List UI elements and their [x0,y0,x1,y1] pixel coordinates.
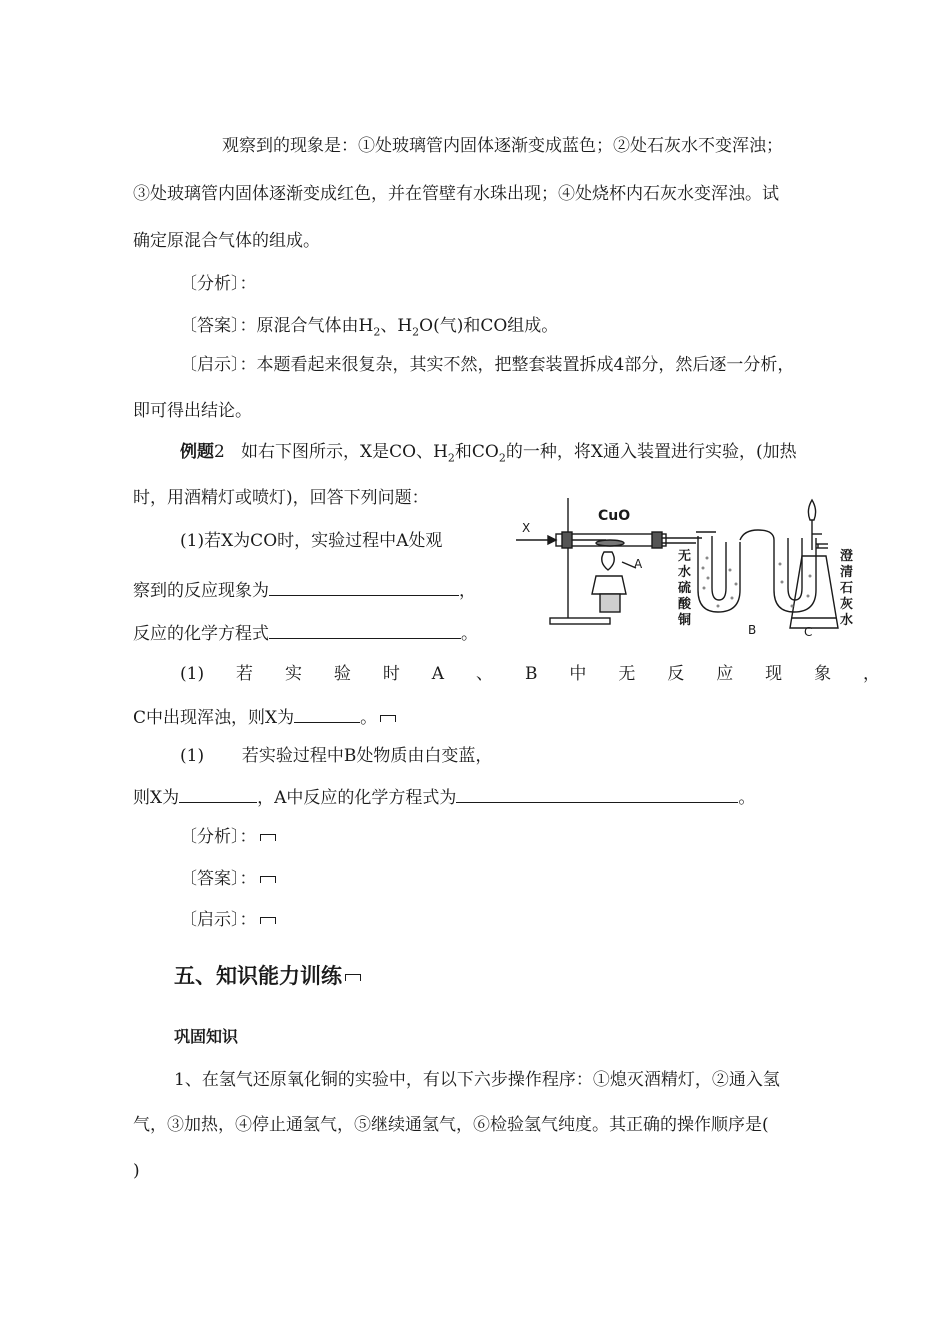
diagram-b-label: B [748,623,757,637]
diagram-b-side-char: 水 [678,565,692,580]
diagram-c-side-char: 水 [840,613,854,628]
diagram-a-label: A [634,557,643,571]
diagram-b-side-char: 硫 [678,581,692,596]
answer-blank[interactable] [179,786,257,803]
ex2-q2-line-2: C中出现浑浊，则X为 。 [133,706,396,730]
answer-blank[interactable] [456,786,738,803]
ex2-q3-line-2: 则X为 ，A中反应的化学方程式为 。 [133,788,756,808]
ex2-q1-line-1: (1)若X为CO时，实验过程中A处观 [180,531,443,551]
diagram-cuo-label: CuO [598,508,631,524]
diagram-b-side-char: 铜 [678,613,692,628]
ex1-hint-line-2: 即可得出结论。 [133,401,252,421]
paragraph-mark [260,834,276,841]
paragraph-mark [380,715,396,722]
diagram-x-label: X [522,521,531,535]
diagram-c-side-char: 澄 [840,549,854,564]
ex1-answer: 〔答案〕：原混合气体由$H_2$、$H_2O$(气)和CO组成。 [180,316,559,339]
section-subtitle: 巩固知识 [174,1027,239,1046]
answer-blank[interactable] [269,622,461,639]
observation-line-3: 确定原混合气体的组成。 [133,231,320,251]
ex2-analysis: 〔分析〕： [180,825,276,849]
diagram-b-side-char: 无 [678,549,692,564]
paragraph-mark [260,876,276,883]
diagram-b-side-char: 酸 [678,597,692,612]
ex2-label: 例题 [180,442,214,462]
ex1-hint-line-1: 〔启示〕：本题看起来很复杂，其实不然，把整套装置拆成4部分，然后逐一分析， [180,355,795,375]
answer-blank[interactable] [269,579,459,596]
observation-line-2: ③处玻璃管内固体逐渐变成红色，并在管壁有水珠出现；④处烧杯内石灰水变浑浊。试 [133,184,779,204]
ex2-hint: 〔启示〕： [180,908,276,932]
paragraph-mark [260,917,276,924]
apparatus-diagram [512,490,884,642]
observation-line-1: 观察到的现象是：①处玻璃管内固体逐渐变成蓝色；②处石灰水不变浑浊； [222,136,783,156]
diagram-c-side-char: 石 [840,581,854,596]
diagram-c-side-char: 灰 [840,597,854,612]
diagram-c-side-char: 清 [840,565,854,580]
answer-blank[interactable] [294,706,360,723]
section-title: 五、知识能力训练 [174,962,361,990]
ex1-analysis: 〔分析〕： [180,274,257,294]
ex2-q1-line-3: 反应的化学方程式 。 [133,624,478,644]
section-q1-line-3: ) [133,1161,140,1181]
ex2-q3-line-1: (1) 若实验过程中B处物质由白变蓝， [180,746,493,766]
ex2-q2-line-1: (1) 若 实 验 时 A 、 B 中 无 反 应 现 象 ， [180,664,880,684]
ex2-intro-line-2: 时，用酒精灯或喷灯)，回答下列问题： [133,488,429,508]
ex2-answer: 〔答案〕： [180,867,276,891]
ex2-q1-line-2: 察到的反应现象为 ， [133,581,476,601]
section-q1-line-1: 1、在氢气还原氧化铜的实验中，有以下六步操作程序：①熄灭酒精灯，②通入氢 [174,1070,780,1090]
section-q1-line-2: 气，③加热，④停止通氢气，⑤继续通氢气，⑥检验氢气纯度。其正确的操作顺序是( [133,1115,769,1135]
paragraph-mark [345,974,361,981]
diagram-c-label: C [804,625,813,639]
ex2-intro-line-1: 例题2 如右下图所示，X是CO、$H_2$和$CO_2$的一种，将X通入装置进行实验，(加热 [180,442,797,465]
